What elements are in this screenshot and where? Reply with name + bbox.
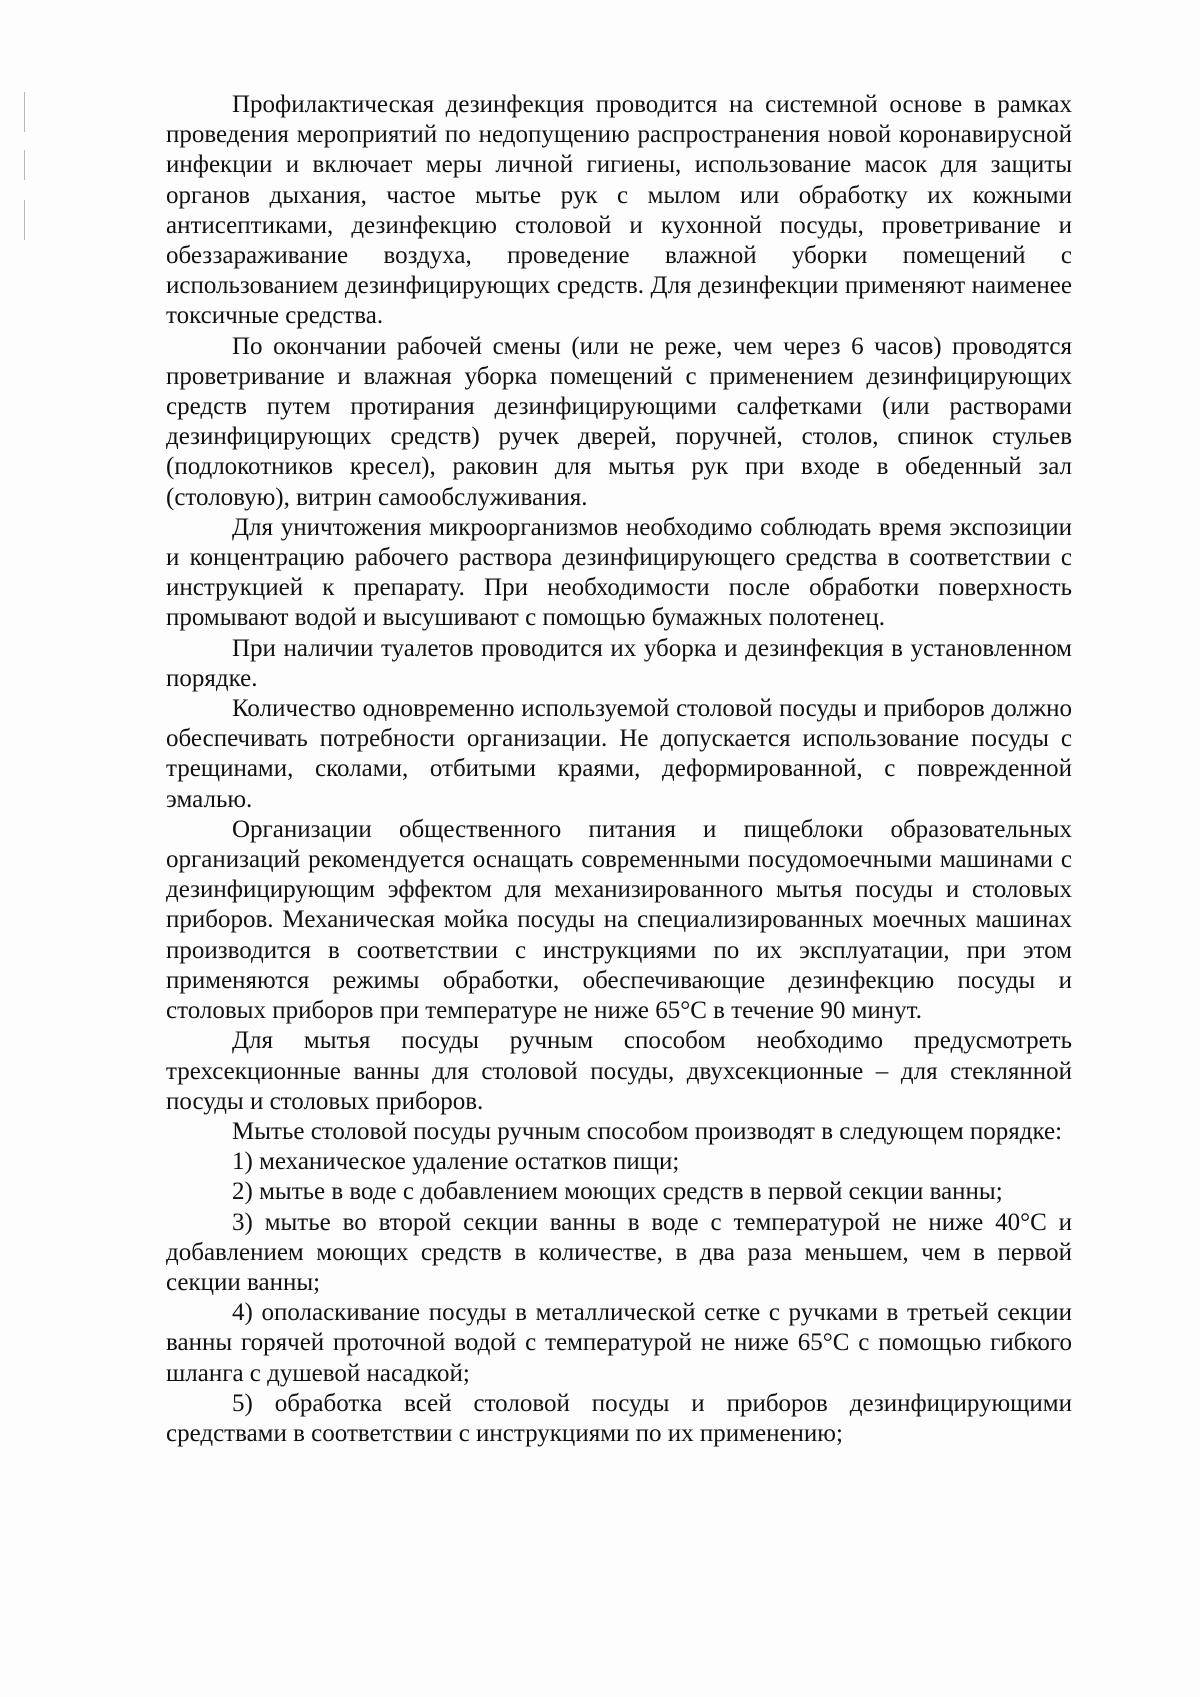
paragraph: Организации общественного питания и пищеблоки образовательных организаций рекомендуется оснащать современными посудомоечными машинами с дезинфицирующим эффектом для механизированного мытья посуды и столовых приборов. Механическая мойка посуды на специализированных моечных машинах производится в соответствии с инструкциями по их эксплуатации, при этом применяются режимы обработки, обеспечивающие дезинфекцию посуды и столовых приборов при температуре не ниже 65°С в течение 90 минут. <box>166 815 1072 1025</box>
list-item: 3) мытье во второй секции ванны в воде с температурой не ниже 40°С и добавлением моющих средств в количестве, в два раза меньшем, чем в первой секции ванны; <box>166 1208 1072 1296</box>
list-item: 1) механическое удаление остатков пищи; <box>232 1148 680 1176</box>
document-body <box>166 90 1072 1449</box>
paragraph: Количество одновременно используемой столовой посуды и приборов должно обеспечивать потребности организации. Не допускается использование посуды с трещинами, сколами, отбитыми краями, деформированной, с поврежденной эмалью. <box>166 695 1072 813</box>
list-item: 2) мытье в воде с добавлением моющих средств в первой секции ванны; <box>232 1178 1003 1206</box>
list-item: 4) ополаскивание посуды в металлической сетке с ручками в третьей секции ванны горячей проточной водой с температурой не ниже 65°С с помощью гибкого шланга с душевой насадкой; <box>166 1299 1072 1387</box>
paragraph: Профилактическая дезинфекция проводится на системной основе в рамках проведения мероприятий по недопущению распространения новой коронавирусной инфекции и включает меры личной гигиены, использование масок для защиты органов дыхания, частое мытье рук с мылом или обработку их кожными антисептиками, дезинфекцию столовой и кухонной посуды, проветривание и обеззараживание воздуха, проведение влажной уборки помещений с использованием дезинфицирующих средств. Для дезинфекции применяют наименее токсичные средства. <box>166 91 1072 330</box>
scan-edge-mark <box>24 200 25 240</box>
paragraph: Мытье столовой посуды ручным способом производят в следующем порядке: <box>232 1117 1063 1145</box>
paragraph: Для мытья посуды ручным способом необходимо предусмотреть трехсекционные ванны для столовой посуды, двухсекционные – для стеклянной посуды и столовых приборов. <box>166 1027 1072 1115</box>
paragraph: При наличии туалетов проводится их уборка и дезинфекция в установленном порядке. <box>166 634 1072 692</box>
list-item: 5) обработка всей столовой посуды и приборов дезинфицирующими средствами в соответствии с инструкциями по их применению; <box>166 1389 1072 1447</box>
paragraph: Для уничтожения микроорганизмов необходимо соблюдать время экспозиции и концентрацию рабочего раствора дезинфицирующего средства в соответствии с инструкцией к препарату. При необходимости после обработки поверхность промывают водой и высушивают с помощью бумажных полотенец. <box>166 513 1072 632</box>
scan-edge-mark <box>24 150 25 180</box>
paragraph: По окончании рабочей смены (или не реже, чем через 6 часов) проводятся проветривание и влажная уборка помещений с применением дезинфицирующих средств путем протирания дезинфицирующими салфетками (или растворами дезинфицирующих средств) ручек дверей, поручней, столов, спинок стульев (подлокотников кресел), раковин для мытья рук при входе в обеденный зал (столовую), витрин самообслуживания. <box>166 332 1072 511</box>
scan-edge-mark <box>24 92 25 132</box>
